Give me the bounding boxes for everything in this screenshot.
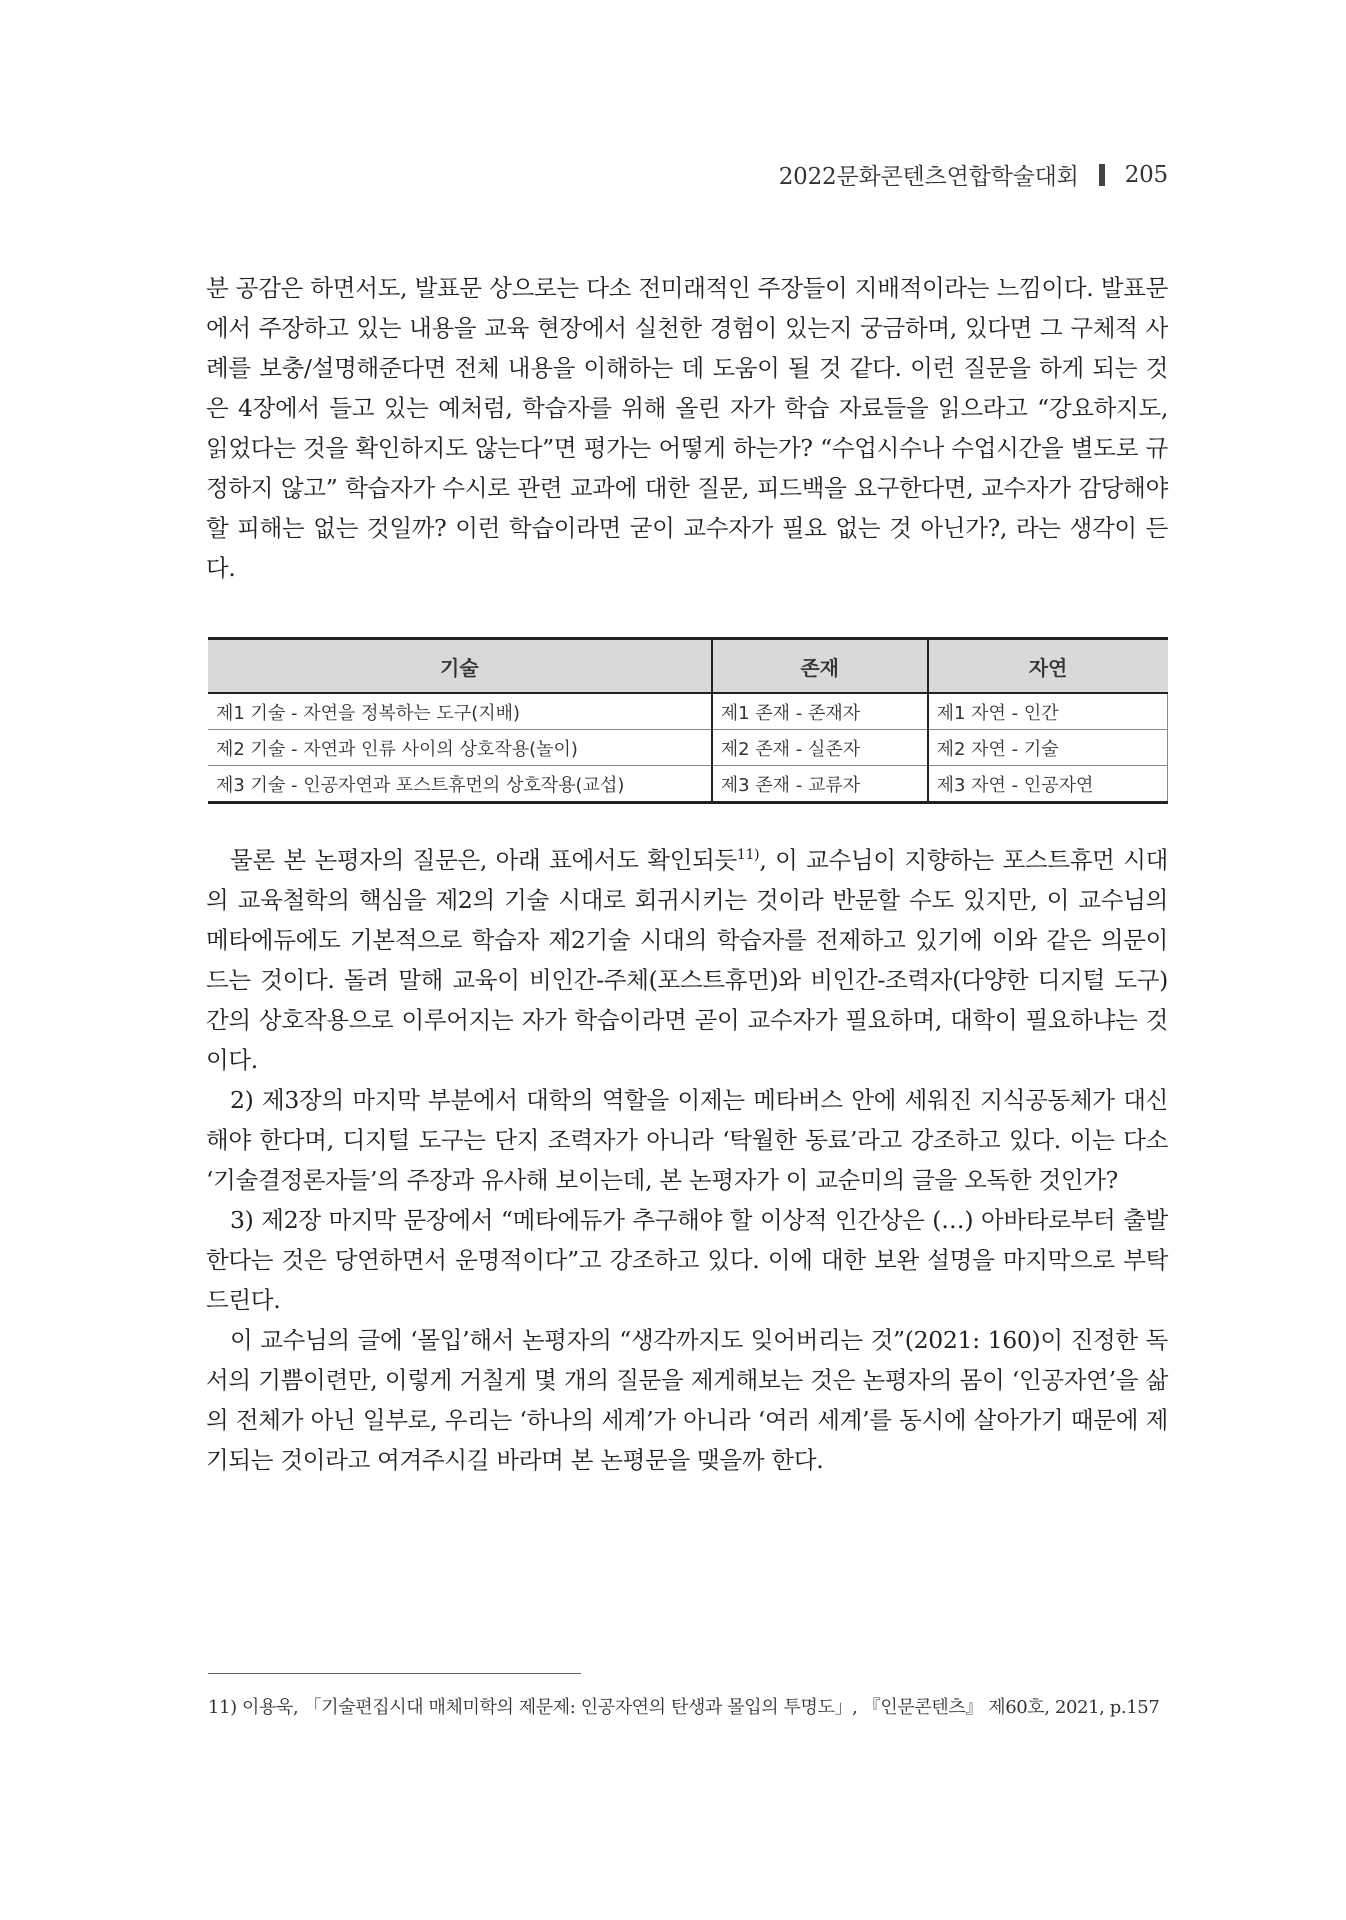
table-cell: 제1 자연 - 인간 [928, 693, 1168, 730]
footnote-marker[interactable]: 11) [736, 847, 760, 864]
paragraph-1 [206, 840, 1168, 1080]
footnote: 11) 이용욱, 「기술편집시대 매체미학의 제문제: 인공자연의 탄생과 몰입의 투명도」, 『인문콘텐츠』 제60호, 2021, p.157 [208, 1697, 1160, 1718]
paragraph-1-rest: , 이 교수님이 지향하는 포스트휴먼 시대의 교육철학의 핵심을 제2의 기술 시대로 회귀시키는 것이라 반문할 수도 있지만, 이 교수님의 메타에듀에도 기본적으로 학습자 제2기술 시대의 학습자를 전제하고 있기에 이와 같은 의문이 드는 것이다. 돌려 말해 교육이 비인간-주체(포스트휴먼)와 비인간-조력자(다양한 디지털 도구) 간의 상호작용으로 이루어지는 자가 학습이라면 곧이 교수자가 필요하며, 대학이 필요하냐는 것이다. [206, 846, 1168, 1074]
comparison-table [208, 637, 1168, 804]
paragraph-4: 이 교수님의 글에 ‘몰입’해서 논평자의 “생각까지도 잊어버리는 것”(2021: 160)이 진정한 독서의 기쁨이련만, 이렇게 거칠게 몇 개의 질문을 제게해보는 것은 논평자의 몸이 ‘인공자연’을 삶의 전체가 아닌 일부로, 우리는 ‘하나의 세계’가 아니라 ‘여러 세계’를 동시에 살아가기 때문에 제기되는 것이라고 여겨주시길 바라며 본 논평문을 맺을까 한다. [206, 1326, 1168, 1474]
body-paragraphs-bottom [206, 840, 1168, 1480]
table-cell: 제3 존재 - 교류자 [712, 766, 928, 803]
table-row [208, 693, 1168, 730]
table-header-cell: 존재 [712, 639, 928, 694]
table-row [208, 766, 1168, 803]
paragraph: 분 공감은 하면서도, 발표문 상으로는 다소 전미래적인 주장들이 지배적이라는 느낌이다. 발표문에서 주장하고 있는 내용을 교육 현장에서 실천한 경험이 있는지 궁금하며, 있다면 그 구체적 사례를 보충/설명해준다면 전체 내용을 이해하는 데 도움이 될 것 같다. 이런 질문을 하게 되는 것은 4장에서 들고 있는 예처럼, 학습자를 위해 올린 자가 학습 자료들을 읽으라고 “강요하지도, 읽었다는 것을 확인하지도 않는다”면 평가는 어떻게 하는가? “수업시수나 수업시간을 별도로 규정하지 않고” 학습자가 수시로 관련 교과에 대한 질문, 피드백을 요구한다면, 교수자가 감당해야 할 피해는 없는 것일까? 이런 학습이라면 굳이 교수자가 필요 없는 것 아닌가?, 라는 생각이 든다. [206, 274, 1168, 582]
table-cell: 제3 기술 - 인공자연과 포스트휴먼의 상호작용(교섭) [208, 766, 712, 803]
paragraph-1-start: 물론 본 논평자의 질문은, 아래 표에서도 확인되듯 [230, 846, 737, 874]
table-header-cell: 기술 [208, 639, 712, 694]
table-header-cell: 자연 [928, 639, 1168, 694]
running-header [779, 158, 1168, 191]
table-cell: 제1 기술 - 자연을 정복하는 도구(지배) [208, 693, 712, 730]
paragraph-3: 3) 제2장 마지막 문장에서 “메타에듀가 추구해야 할 이상적 인간상은 (…) 아바타로부터 출발한다는 것은 당연하면서 운명적이다”고 강조하고 있다. 이에 대한 보완 설명을 마지막으로 부탁드린다. [206, 1206, 1168, 1314]
table-header-row [208, 639, 1168, 694]
body-paragraph-top [206, 268, 1168, 588]
table-cell: 제2 존재 - 실존자 [712, 730, 928, 766]
table-cell: 제2 기술 - 자연과 인류 사이의 상호작용(놀이) [208, 730, 712, 766]
table-cell: 제3 자연 - 인공자연 [928, 766, 1168, 803]
header-divider [1099, 164, 1105, 186]
page-number: 205 [1124, 161, 1168, 188]
footnote-divider [208, 1673, 581, 1674]
table-cell: 제1 존재 - 존재자 [712, 693, 928, 730]
table-row [208, 730, 1168, 766]
table-cell: 제2 자연 - 기술 [928, 730, 1168, 766]
header-title: 2022문화콘텐츠연합학술대회 [778, 164, 1079, 190]
paragraph-2: 2) 제3장의 마지막 부분에서 대학의 역할을 이제는 메타버스 안에 세워진 지식공동체가 대신해야 한다며, 디지털 도구는 단지 조력자가 아니라 ‘탁월한 동료’라고 강조하고 있다. 이는 다소 ‘기술결정론자들’의 주장과 유사해 보이는데, 본 논평자가 이 교순미의 글을 오독한 것인가? [206, 1086, 1168, 1194]
